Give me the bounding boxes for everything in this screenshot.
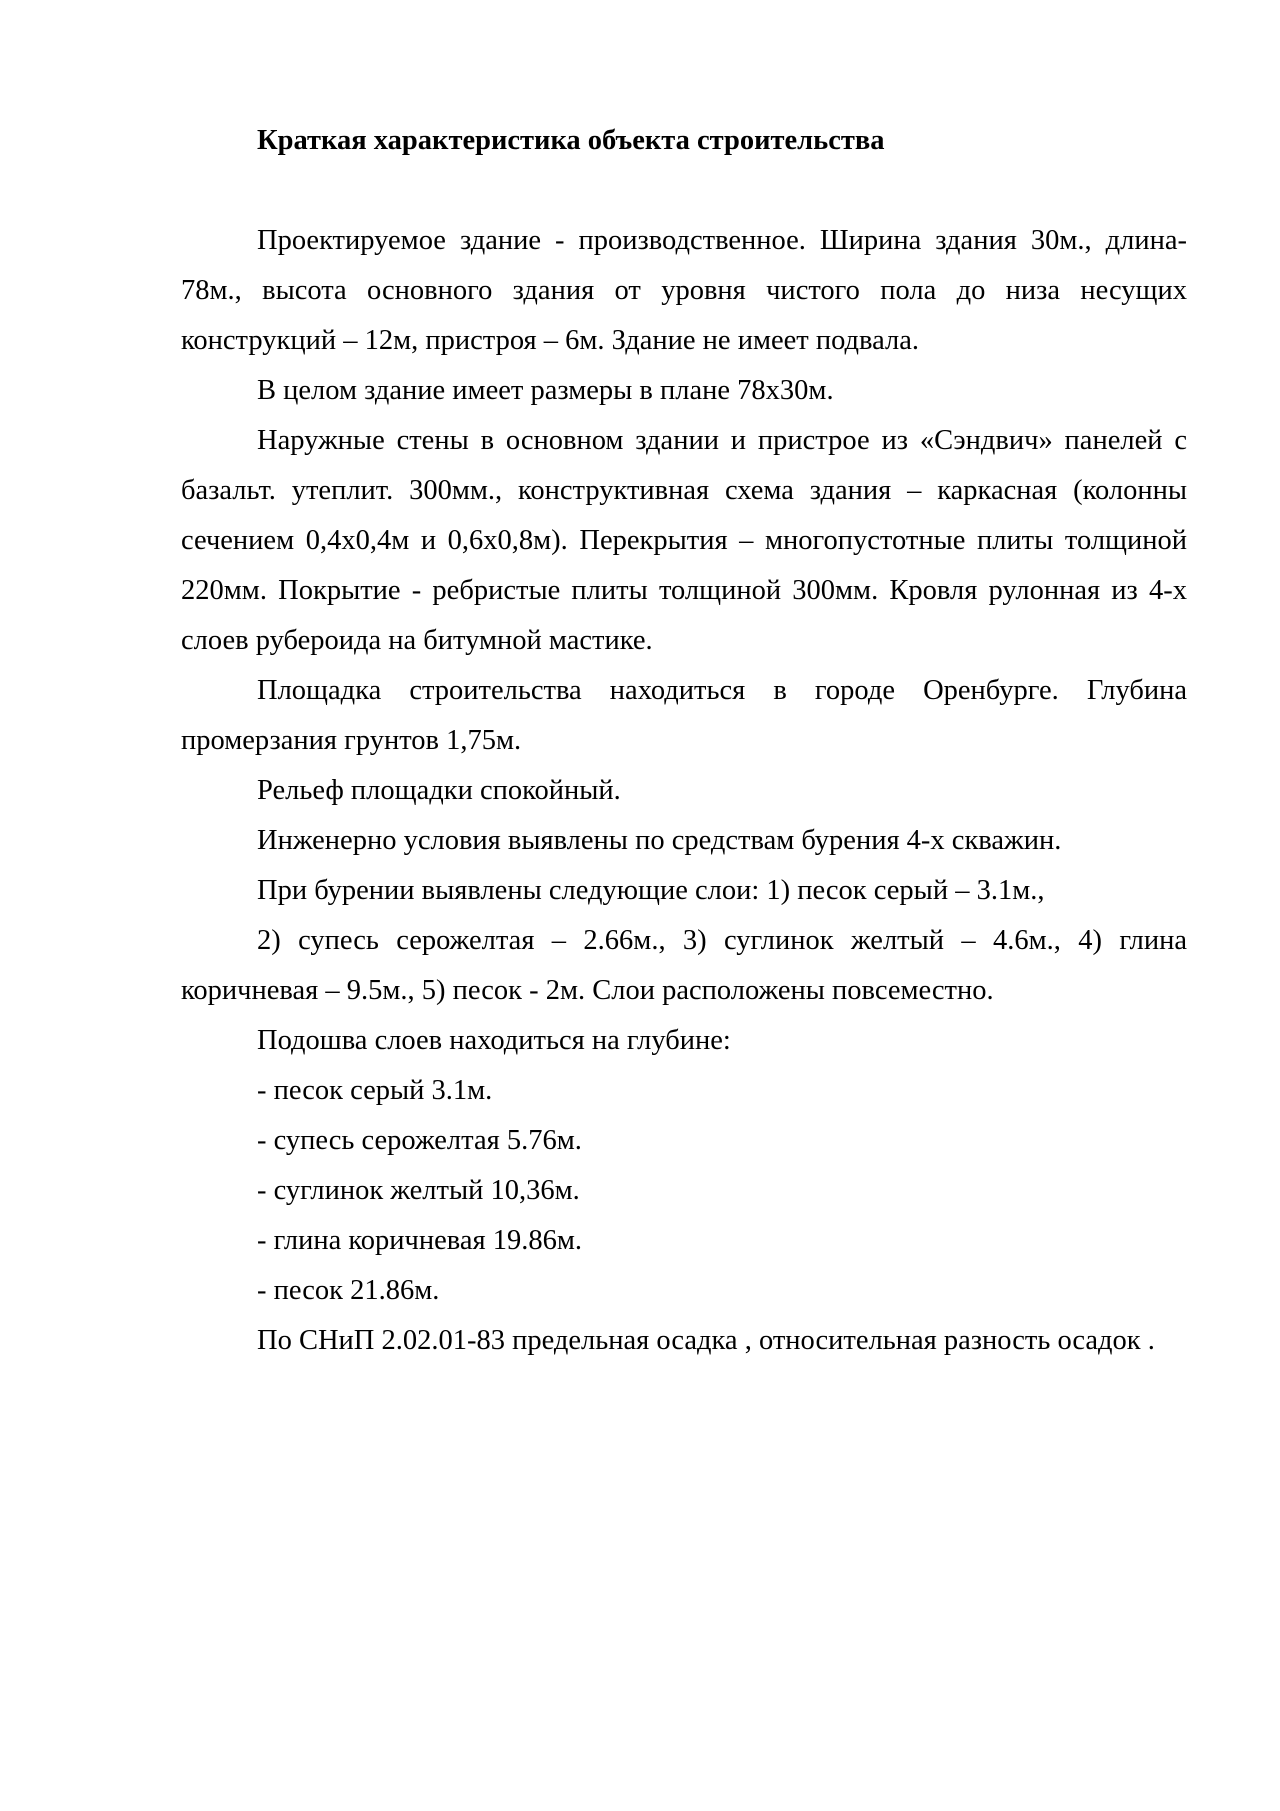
paragraph-site-location: Площадка строительства находиться в городе Оренбурге. Глубина промерзания грунтов 1,75м. xyxy=(181,675,1187,756)
list-item: - песок серый 3.1м. xyxy=(257,1075,493,1106)
paragraph-structure: Наружные стены в основном здании и пристрое из «Сэндвич» панелей с базальт. утеплит. 300мм., конструктивная схема здания – каркасная (колонны сечением 0,4х0,4м и 0,6х0,8м). Перекрытия – многопустотные плиты толщиной 220мм. Покрытие - ребристые плиты толщиной 300мм. Кровля рулонная из 4-х слоев рубероида на битумной мастике. xyxy=(181,425,1187,656)
document-body xyxy=(181,116,1187,1366)
list-item: - глина коричневая 19.86м. xyxy=(257,1225,582,1256)
list-item: - супесь серожелтая 5.76м. xyxy=(257,1125,582,1156)
paragraph-engineering-conditions: Инженерно условия выявлены по средствам бурения 4-х скважин. xyxy=(257,825,1062,856)
paragraph-relief: Рельеф площадки спокойный. xyxy=(257,775,621,806)
list-item: - песок 21.86м. xyxy=(257,1275,440,1306)
document-title: Краткая характеристика объекта строительства xyxy=(257,125,885,156)
paragraph-layer-thicknesses: 2) супесь серожелтая – 2.66м., 3) суглинок желтый – 4.6м., 4) глина коричневая – 9.5м., 5) песок - 2м. Слои расположены повсеместно. xyxy=(181,925,1187,1006)
paragraph-layer-bottoms-intro: Подошва слоев находиться на глубине: xyxy=(257,1025,731,1056)
paragraph-plan-dimensions: В целом здание имеет размеры в плане 78х30м. xyxy=(257,375,834,406)
list-item: - суглинок желтый 10,36м. xyxy=(257,1175,580,1206)
title-spacer xyxy=(181,166,1187,216)
paragraph-building-description: Проектируемое здание - производственное. Ширина здания 30м., длина- 78м., высота основного здания от уровня чистого пола до низа несущих конструкций – 12м, пристроя – 6м. Здание не имеет подвала. xyxy=(181,225,1187,356)
paragraph-drilling-layers: При бурении выявлены следующие слои: 1) песок серый – 3.1м., xyxy=(257,875,1045,906)
paragraph-snip-reference: По СНиП 2.02.01-83 предельная осадка , относительная разность осадок . xyxy=(257,1325,1155,1356)
